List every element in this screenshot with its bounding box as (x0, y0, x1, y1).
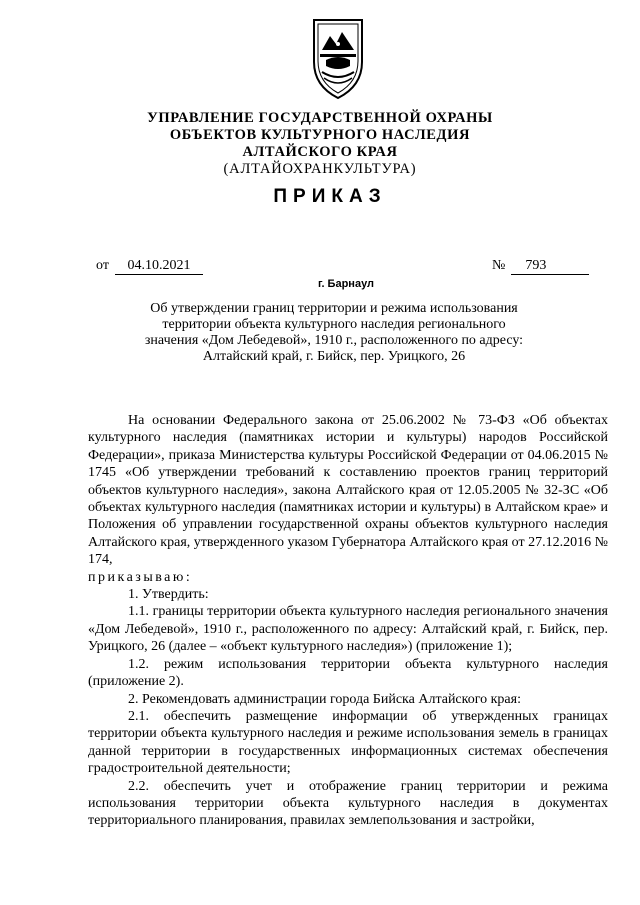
date-value: 04.10.2021 (115, 258, 203, 275)
clause-1: 1. Утвердить: (128, 587, 209, 603)
order-date (96, 258, 203, 275)
document-title: ПРИКАЗ (273, 186, 387, 207)
subject-line: Об утверждении границ территории и режима использования (150, 301, 518, 316)
clause-2-2: 2.2. обеспечить учет и отображение границ территории и режима использования территории объекта культурного наследия в документах территориального планирования, правилах землепользования и застройки, (88, 778, 608, 829)
subject-line: Алтайский край, г. Бийск, пер. Урицкого, 26 (202, 349, 466, 364)
order-number (492, 258, 589, 275)
org-abbreviation: (АЛТАЙОХРАНКУЛЬТУРА) (223, 161, 417, 177)
order-body (88, 412, 608, 830)
clause-1-2: 1.2. режим использования территории объекта культурного наследия (приложение 2). (88, 656, 608, 690)
clause-2-1: 2.1. обеспечить размещение информации об утвержденных границах территории объекта культурного наследия и режиме использования земель в границах данной территории в государственных информационных системах обеспечения градостроительной деятельности; (88, 708, 608, 777)
number-prefix: № (492, 258, 506, 273)
preamble-paragraph: На основании Федерального закона от 25.06.2002 № 73-ФЗ «Об объектах культурного наследия (памятниках истории и культуры) народов Российской Федерации», приказа Министерства культуры Российской Федерации от 04.06.2015 № 1745 «Об утверждении требований к составлению проектов границ территорий объектов культурного наследия», закона Алтайского края от 12.05.2005 № 32-ЗС «Об объектах культурного наследия (памятниках истории и культуры) в Алтайском крае» и Положения об управлении государственной охраны объектов культурного наследия Алтайского края, утвержденного указом Губернатора Алтайского края от 27.12.2016 № 174, (88, 413, 608, 568)
org-name-line-3: АЛТАЙСКОГО КРАЯ (242, 144, 398, 160)
number-value: 793 (511, 258, 589, 275)
subject-line: территории объекта культурного наследия регионального (162, 317, 506, 332)
coat-of-arms-emblem (306, 14, 370, 104)
organization-header (0, 110, 640, 178)
clause-2: 2. Рекомендовать администрации города Бийска Алтайского края: (128, 691, 521, 707)
clause-1-1: 1.1. границы территории объекта культурного наследия регионального значения «Дом Лебедевой», 1910 г., расположенного по адресу: Алтайский край, г. Бийск, пер. Урицкого, 26 (далее – «объект культурного наследия») (приложение 1); (88, 604, 608, 655)
city-label: г. Барнаул (317, 278, 375, 290)
subject-line: значения «Дом Лебедевой», 1910 г., расположенного по адресу: (144, 333, 524, 348)
date-prefix: от (96, 258, 109, 273)
order-subject (108, 301, 560, 365)
order-verb: приказываю: (88, 569, 193, 585)
org-name-line-2: ОБЪЕКТОВ КУЛЬТУРНОГО НАСЛЕДИЯ (169, 127, 471, 143)
org-name-line-1: УПРАВЛЕНИЕ ГОСУДАРСТВЕННОЙ ОХРАНЫ (147, 110, 493, 126)
